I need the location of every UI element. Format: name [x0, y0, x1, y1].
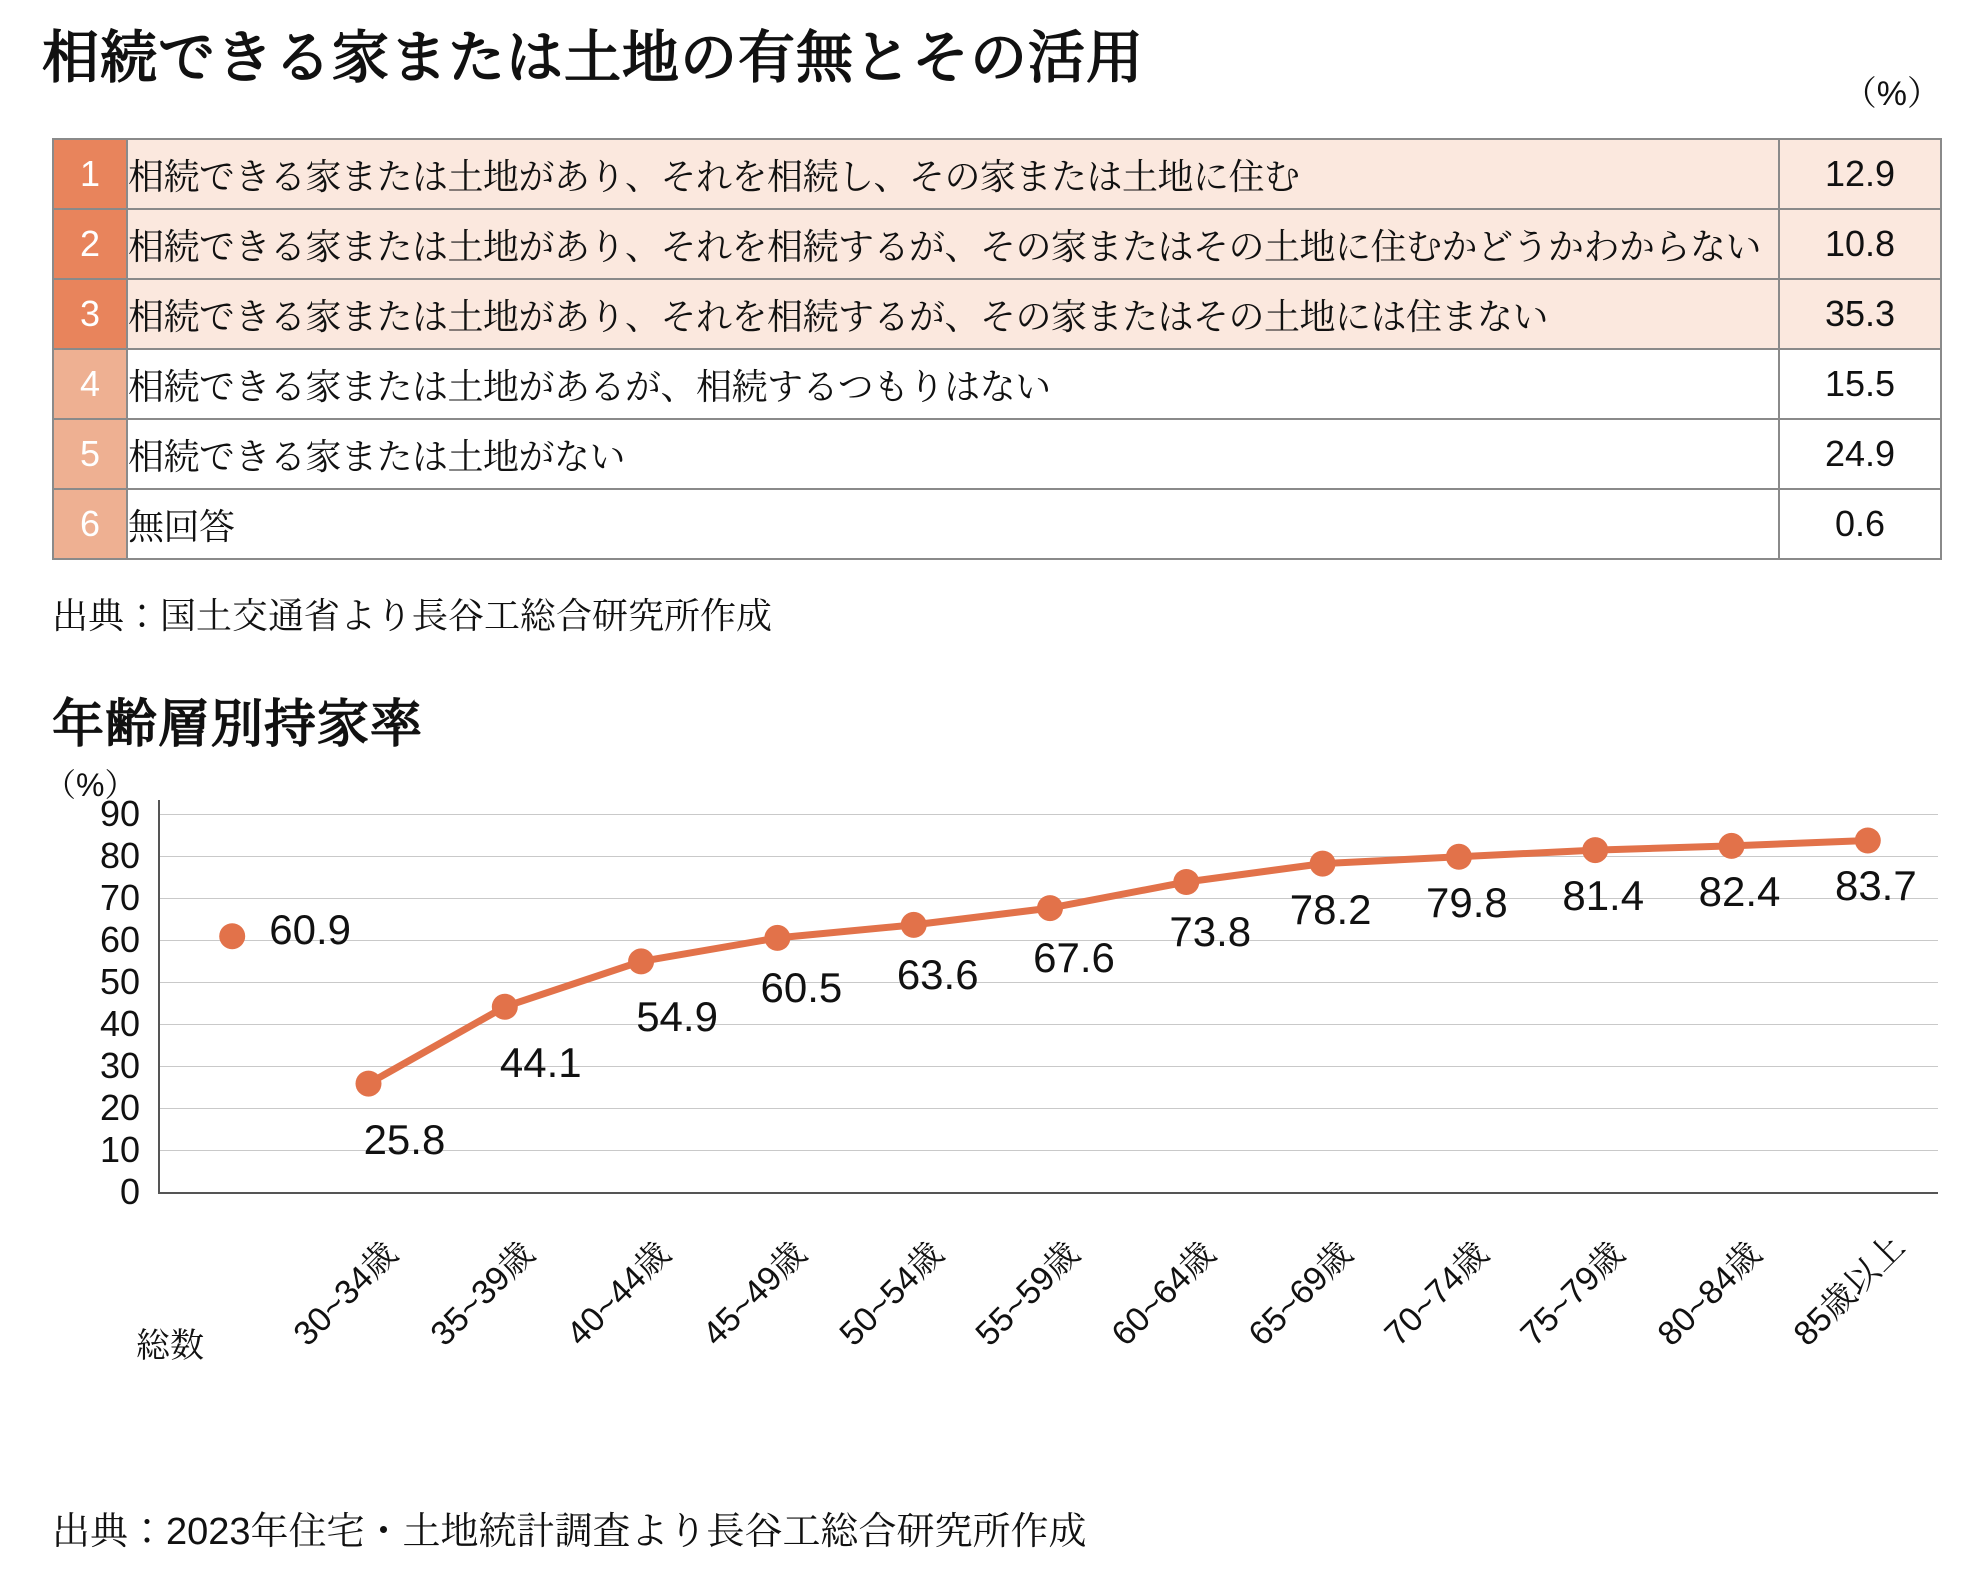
data-point-label: 60.5: [760, 963, 843, 1011]
x-axis-tick: 80~84歳: [1649, 1234, 1769, 1354]
data-point-marker: [1037, 895, 1063, 921]
data-point-marker: [356, 1071, 382, 1097]
data-point-label: 81.4: [1562, 872, 1645, 920]
section2-title: 年齢層別持家率: [52, 696, 424, 754]
row-rank: 1: [53, 139, 127, 209]
x-axis-tick: 30~34歳: [286, 1234, 406, 1354]
x-axis-tick: 85歳以上: [1786, 1227, 1912, 1354]
data-point-marker: [628, 948, 654, 974]
data-point-label: 60.9: [269, 906, 352, 954]
data-point-marker: [1582, 837, 1608, 863]
line-series-svg: [52, 800, 1942, 1320]
x-axis-tick: 55~59歳: [968, 1234, 1087, 1354]
section1-title: 相続できる家または土地の有無とその活用: [42, 26, 1144, 90]
row-rank: 4: [53, 349, 127, 419]
x-axis-tick: 65~69歳: [1240, 1234, 1360, 1354]
table-row: [53, 349, 1941, 419]
row-value: 10.8: [1779, 209, 1941, 279]
data-point-label: 83.7: [1834, 862, 1917, 910]
data-point-label: 79.8: [1426, 878, 1508, 926]
chart-plot-area: [52, 800, 1942, 1320]
x-axis-tick: 75~79歳: [1513, 1234, 1633, 1354]
y-axis-tick: 30: [99, 1045, 140, 1086]
row-rank: 6: [53, 489, 127, 559]
data-point-marker: [1855, 828, 1881, 854]
data-point-label: 54.9: [636, 993, 718, 1041]
x-axis-tick: 60~64歳: [1104, 1234, 1224, 1354]
x-axis-tick: 35~39歳: [423, 1234, 542, 1354]
row-label: 相続できる家または土地があり、それを相続するが、その家またはその土地に住むかどうかわからない: [127, 209, 1779, 279]
table-row: [53, 209, 1941, 279]
inheritance-table: [52, 138, 1942, 560]
data-point-label: 44.1: [499, 1038, 582, 1086]
data-point-label: 78.2: [1289, 885, 1372, 933]
row-label: 無回答: [127, 489, 1779, 559]
y-axis-tick: 40: [99, 1003, 140, 1044]
row-value: 0.6: [1779, 489, 1941, 559]
data-point-marker: [1310, 851, 1336, 877]
section1-source: 出典：国土交通省より長谷工総合研究所作成: [52, 595, 773, 636]
y-axis-tick: 80: [99, 835, 140, 876]
data-point-marker: [492, 994, 518, 1020]
table-row: [53, 419, 1941, 489]
data-point-marker: [764, 925, 790, 951]
inheritance-table-wrapper: [52, 138, 1942, 560]
data-point-marker: [219, 923, 245, 949]
row-value: 15.5: [1779, 349, 1941, 419]
x-axis-labels: [52, 1227, 1942, 1500]
y-axis-tick: 90: [99, 793, 140, 834]
row-label: 相続できる家または土地があり、それを相続するが、その家またはその土地には住まない: [127, 279, 1779, 349]
row-label: 相続できる家または土地があるが、相続するつもりはない: [127, 349, 1779, 419]
table-row: [53, 139, 1941, 209]
y-axis-tick: 20: [99, 1087, 140, 1128]
x-axis-tick: 45~49歳: [695, 1234, 815, 1354]
data-point-marker: [901, 912, 927, 938]
row-rank: 2: [53, 209, 127, 279]
y-axis-tick: 60: [99, 919, 140, 960]
row-value: 24.9: [1779, 419, 1941, 489]
row-value: 35.3: [1779, 279, 1941, 349]
data-point-label: 73.8: [1169, 908, 1252, 956]
data-point-label: 63.6: [896, 950, 979, 998]
row-label: 相続できる家または土地がない: [127, 419, 1779, 489]
x-axis-tick: 50~54歳: [832, 1234, 951, 1354]
data-point-marker: [1446, 844, 1472, 870]
y-axis-tick: 70: [99, 877, 140, 918]
x-axis-tick: 総数: [136, 1327, 205, 1365]
data-point-marker: [1173, 869, 1199, 895]
data-point-marker: [1719, 833, 1745, 859]
row-value: 12.9: [1779, 139, 1941, 209]
ownership-rate-line-chart: [52, 793, 1942, 1320]
row-rank: 5: [53, 419, 127, 489]
data-point-label: 25.8: [363, 1115, 446, 1163]
y-axis-tick: 10: [99, 1129, 140, 1170]
section2-source: 出典：2023年住宅・土地統計調査より長谷工総合研究所作成: [52, 1511, 1087, 1553]
table-row: [53, 489, 1941, 559]
y-axis-tick: 0: [119, 1171, 140, 1212]
section1-unit-label: （%）: [1842, 75, 1941, 113]
section2-unit-label: （%）: [44, 767, 137, 803]
table-row: [53, 279, 1941, 349]
data-point-label: 67.6: [1033, 934, 1115, 982]
x-axis-tick: 40~44歳: [559, 1234, 678, 1354]
data-point-label: 82.4: [1698, 867, 1781, 915]
y-axis-tick: 50: [99, 961, 140, 1002]
row-label: 相続できる家または土地があり、それを相続し、その家または土地に住む: [127, 139, 1779, 209]
row-rank: 3: [53, 279, 127, 349]
x-axis-tick: 70~74歳: [1377, 1234, 1496, 1354]
